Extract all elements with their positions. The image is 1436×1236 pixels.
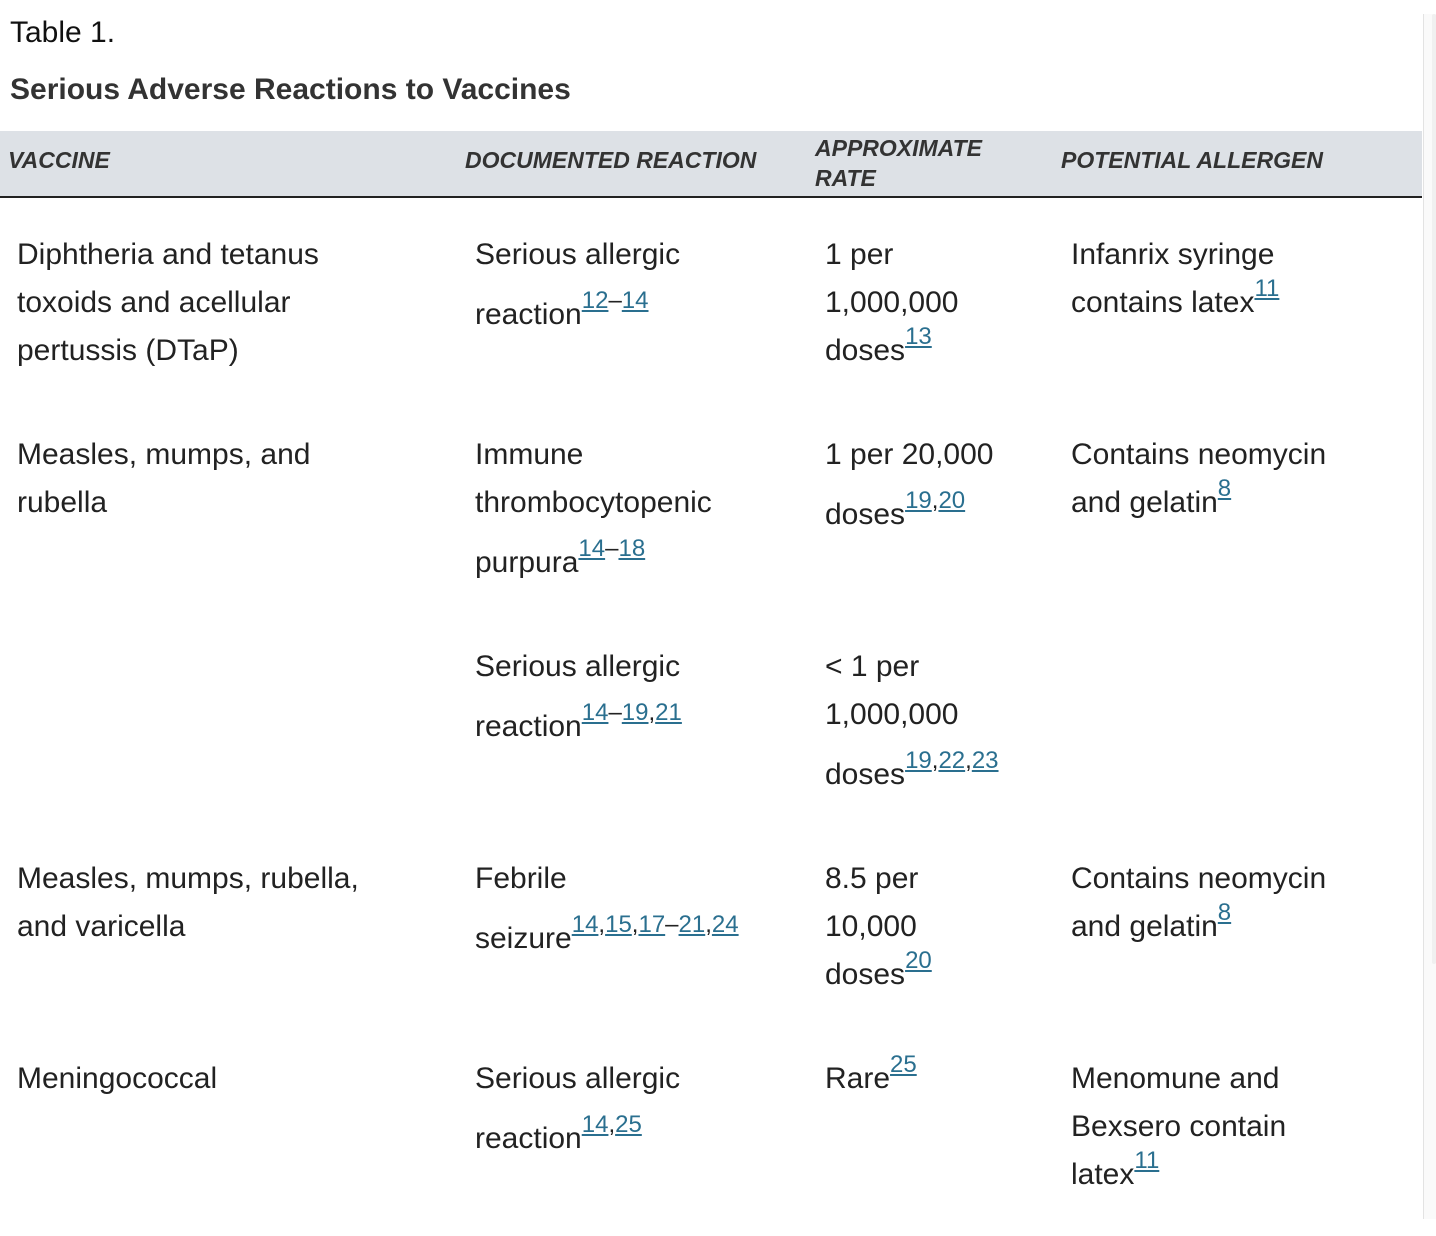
row2-vaccine: Measles, mumps, and rubella	[17, 438, 311, 519]
reference-link[interactable]: 25	[890, 1051, 917, 1078]
row3-rate: < 1 per 1,000,000 doses$^{19,22,23}$	[825, 650, 999, 791]
row4-rate: 8.5 per 10,000 doses$^{20}$	[825, 862, 932, 991]
reference-link[interactable]: 12	[581, 287, 609, 314]
row4-allergen: Contains neomycin and gelatin$^8$	[1071, 862, 1327, 943]
reference-link[interactable]: 14	[571, 911, 599, 938]
row3-reaction: Serious allergic reaction$^{14-19,21}$	[475, 650, 682, 743]
reference-link[interactable]: 11	[1254, 275, 1280, 302]
reference-link[interactable]: 14	[621, 287, 649, 314]
header-vaccine: VACCINE	[8, 147, 110, 173]
reference-link[interactable]: 19	[905, 747, 932, 774]
row4-vaccine: Measles, mumps, rubella, and varicella	[17, 862, 359, 943]
row5-allergen: Menomune and Bexsero contain latex$^{11}$	[1071, 1062, 1287, 1191]
reference-link[interactable]: 20	[938, 487, 966, 514]
row2-allergen: Contains neomycin and gelatin$^8$	[1071, 438, 1327, 519]
reference-link[interactable]: 11	[1134, 1147, 1160, 1174]
scrollbar[interactable]	[1423, 14, 1436, 1219]
row1-vaccine: Diphtheria and tetanus toxoids and acellular pertussis (DTaP)	[17, 238, 319, 367]
reference-link[interactable]: 19	[621, 699, 649, 726]
row5-reaction: Serious allergic reaction$^{14,25}$	[475, 1062, 681, 1155]
header-approximate-rate	[815, 133, 982, 193]
reference-link[interactable]: 14	[578, 535, 606, 562]
reference-link[interactable]: 13	[905, 323, 932, 350]
reference-link[interactable]: 18	[618, 535, 646, 562]
reference-link[interactable]: 23	[971, 747, 999, 774]
row2-reaction: Immune thrombocytopenic purpura$^{14-18}$	[475, 438, 712, 579]
reference-link[interactable]: 8	[1217, 475, 1232, 502]
header-potential-allergen: POTENTIAL ALLERGEN	[1061, 147, 1323, 173]
header-documented-reaction: DOCUMENTED REACTION	[465, 147, 757, 173]
reference-link[interactable]: 21	[678, 911, 706, 938]
reference-link[interactable]: 21	[655, 699, 682, 726]
row5-vaccine: Meningococcal	[17, 1062, 218, 1095]
row4-reaction: Febrile seizure$^{14,15,17-21,24}$	[475, 862, 739, 955]
header-rate-line1: APPROXIMATE	[815, 135, 982, 161]
reference-link[interactable]: 25	[615, 1111, 642, 1138]
reference-link[interactable]: 17	[638, 911, 666, 938]
reference-link[interactable]: 15	[605, 911, 632, 938]
header-rate-line2: RATE	[815, 165, 876, 191]
reference-link[interactable]: 19	[905, 487, 932, 514]
reference-link[interactable]: 22	[938, 747, 966, 774]
reference-link[interactable]: 14	[581, 699, 609, 726]
reference-link[interactable]: 20	[905, 947, 932, 974]
scrollbar-thumb[interactable]	[1432, 14, 1436, 964]
reference-link[interactable]: 8	[1217, 899, 1232, 926]
row1-rate: 1 per 1,000,000 doses$^{13}$	[825, 238, 959, 367]
table-title: Serious Adverse Reactions to Vaccines	[10, 73, 571, 106]
row1-reaction: Serious allergic reaction$^{12-14}$	[475, 238, 681, 331]
row5-rate: Rare$^{25}$	[825, 1051, 917, 1095]
reference-link[interactable]: 14	[581, 1111, 609, 1138]
reference-link[interactable]: 24	[711, 911, 739, 938]
table-label: Table 1.	[10, 16, 116, 49]
row2-rate: 1 per 20,000 doses$^{19,20}$	[825, 438, 994, 531]
row1-allergen: Infanrix syringe contains latex$^{11}$	[1071, 238, 1280, 319]
